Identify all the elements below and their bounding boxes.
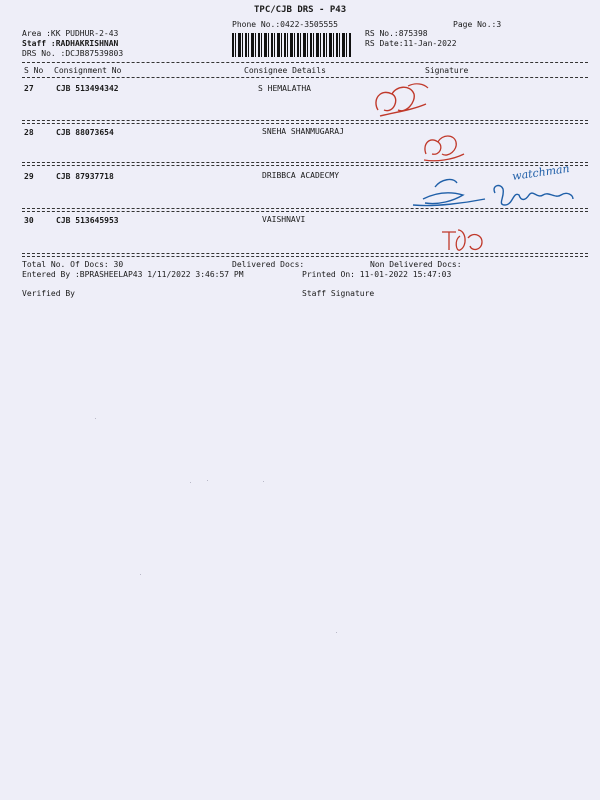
divider xyxy=(22,62,588,63)
divider xyxy=(22,120,588,121)
staff-field xyxy=(22,39,118,48)
row-consignee: DRIBBCA ACADECMY xyxy=(262,171,340,180)
divider xyxy=(22,162,588,163)
drs-number: DRS No. :DCJB87539803 xyxy=(22,49,124,58)
col-sno: S No xyxy=(24,66,44,75)
row-consignee: VAISHNAVI xyxy=(262,215,306,224)
row-consignment: CJB 513494342 xyxy=(56,84,119,93)
divider xyxy=(22,77,588,78)
printed-on: Printed On: 11-01-2022 15:47:03 xyxy=(302,270,452,279)
row-sno: 29 xyxy=(24,172,34,181)
signature-row-30 xyxy=(438,226,488,256)
page-number: Page No.:3 xyxy=(453,20,502,29)
staff-label: Staff : xyxy=(22,39,56,48)
rs-number: RS No.:875398 xyxy=(365,29,428,38)
row-sno: 30 xyxy=(24,216,34,225)
signature-row-27 xyxy=(370,80,430,125)
divider xyxy=(22,256,588,257)
delivered-docs: Delivered Docs: xyxy=(232,260,305,269)
col-consignment: Consignment No xyxy=(54,66,122,75)
signature-row-28 xyxy=(418,128,468,168)
verified-by: Verified By xyxy=(22,289,75,298)
row-consignment: CJB 513645953 xyxy=(56,216,119,225)
rs-date: RS Date:11-Jan-2022 xyxy=(365,39,457,48)
divider xyxy=(22,253,588,254)
barcode xyxy=(232,33,352,57)
handwritten-note: watchman xyxy=(511,162,571,183)
row-sno: 28 xyxy=(24,128,34,137)
row-sno: 27 xyxy=(24,84,34,93)
col-signature: Signature xyxy=(425,66,469,75)
phone-number: Phone No.:0422-3505555 xyxy=(232,20,338,29)
staff-name: RADHAKRISHNAN xyxy=(55,39,119,48)
divider xyxy=(22,123,588,124)
row-consignment: CJB 87937718 xyxy=(56,172,114,181)
staff-signature-label: Staff Signature xyxy=(302,289,375,298)
non-delivered-docs: Non Delivered Docs: xyxy=(370,260,462,269)
row-consignee: S HEMALATHA xyxy=(258,84,311,93)
entered-by: Entered By :BPRASHEELAP43 1/11/2022 3:46:57 PM xyxy=(22,270,244,279)
total-docs: Total No. Of Docs: 30 xyxy=(22,260,124,269)
area-field: Area :KK PUDHUR-2-43 xyxy=(22,29,119,38)
row-consignee: SNEHA SHANMUGARAJ xyxy=(262,127,344,136)
col-consignee: Consignee Details xyxy=(244,66,326,75)
row-consignment: CJB 88073654 xyxy=(56,128,114,137)
document-title: TPC/CJB DRS - P43 xyxy=(254,5,347,15)
